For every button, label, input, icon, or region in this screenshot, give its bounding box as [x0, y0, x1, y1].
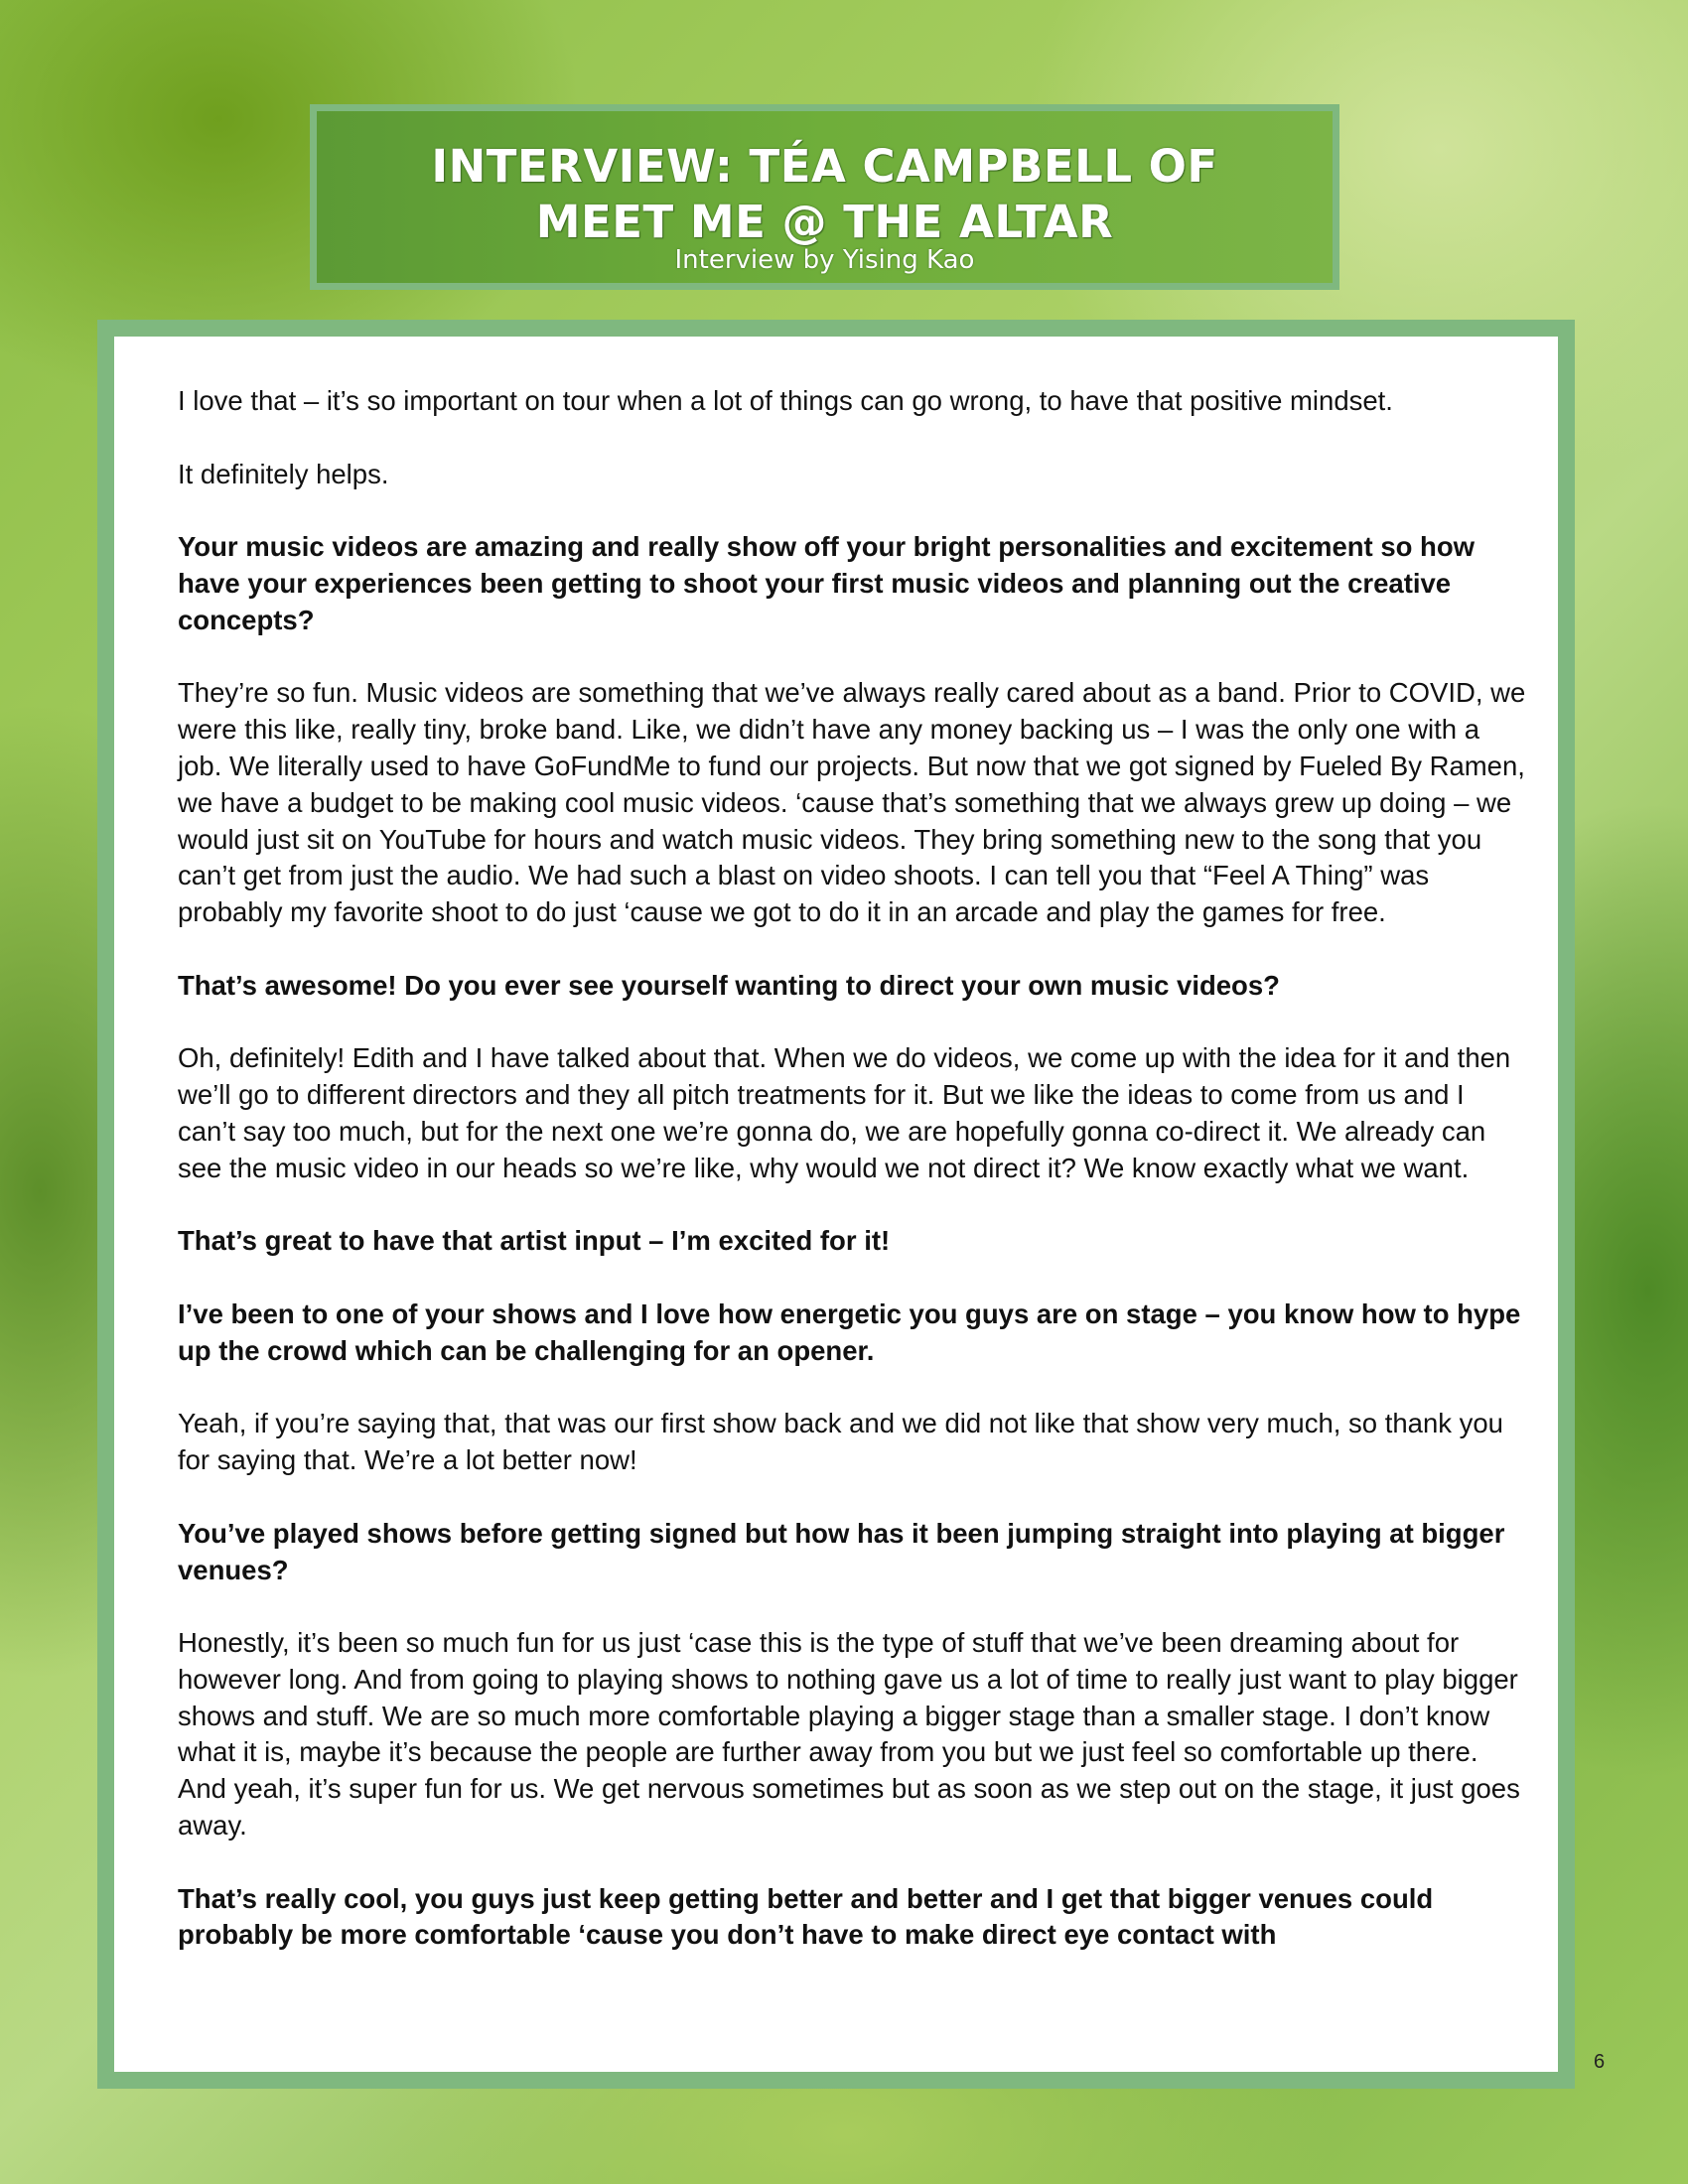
- question-paragraph: That’s great to have that artist input – I’m excited for it!: [178, 1225, 891, 1257]
- answer-paragraph: Yeah, if you’re saying that, that was our first show back and we did not like that show very much, so thank you for saying that. We’re a lot better now!: [178, 1408, 1503, 1476]
- answer-paragraph: Honestly, it’s been so much fun for us just ‘case this is the type of stuff that we’ve been dreaming about for however long. And from going to playing shows to nothing gave us a lot of time to really just want to play bigger shows and stuff. We are so much more comfortable playing a bigger stage than a smaller stage. I don’t know what it is, maybe it’s because the people are further away from you but we just feel so comfortable up there. And yeah, it’s super fun for us. We get nervous sometimes but as soon as we step out on the stage, it just goes away.: [178, 1627, 1520, 1842]
- page-title: [317, 139, 1333, 250]
- question-paragraph: That’s awesome! Do you ever see yourself wanting to direct your own music videos?: [178, 969, 1280, 1001]
- content-frame: [97, 320, 1575, 2089]
- question-paragraph: That’s really cool, you guys just keep getting better and better and I get that bigger venues could probably be more comfortable ‘cause you don’t have to make direct eye contact with: [178, 1882, 1434, 1951]
- question-paragraph: Your music videos are amazing and really show off your bright personalities and excitement so how have your experiences been getting to shoot your first music videos and planning out the creative concepts?: [178, 531, 1476, 635]
- question-paragraph: You’ve played shows before getting signed but how has it been jumping straight into playing at bigger venues?: [178, 1517, 1505, 1585]
- byline: Interview by Yising Kao: [674, 245, 975, 275]
- header-box: [310, 104, 1339, 290]
- title-line-1: INTERVIEW: TÉA CAMPBELL OF: [431, 140, 1218, 193]
- question-paragraph: I’ve been to one of your shows and I love how energetic you guys are on stage – you know how to hype up the crowd which can be challenging for an opener.: [178, 1297, 1521, 1366]
- answer-paragraph: They’re so fun. Music videos are something that we’ve always really cared about as a band. Prior to COVID, we were this like, really tiny, broke band. Like, we didn’t have any money backing us – I was the only one with a job. We literally used to have GoFundMe to fund our projects. But now that we got signed by Fueled By Ramen, we have a budget to be making cool music videos. ‘cause that’s something that we always grew up doing – we would just sit on YouTube for hours and watch music videos. They bring something new to the song that you can’t get from just the audio. We had such a blast on video shoots. I can tell you that “Feel A Thing” was probably my favorite shoot to do just ‘cause we got to do it in an arcade and play the games for free.: [178, 677, 1526, 928]
- title-line-2: MEET ME @ THE ALTAR: [535, 196, 1114, 248]
- page-number: 6: [1594, 2051, 1606, 2073]
- answer-paragraph: It definitely helps.: [178, 458, 389, 489]
- answer-paragraph: Oh, definitely! Edith and I have talked about that. When we do videos, we come up with the idea for it and then we’ll go to different directors and they all pitch treatments for it. But we like the ideas to come from us and I can’t say too much, but for the next one we’re gonna do, we are hopefully gonna co-direct it. We already can see the music video in our heads so we’re like, why would we not direct it? We know exactly what we want.: [178, 1042, 1511, 1183]
- interview-body: [178, 383, 1528, 1954]
- answer-paragraph: I love that – it’s so important on tour when a lot of things can go wrong, to have that positive mindset.: [178, 385, 1393, 416]
